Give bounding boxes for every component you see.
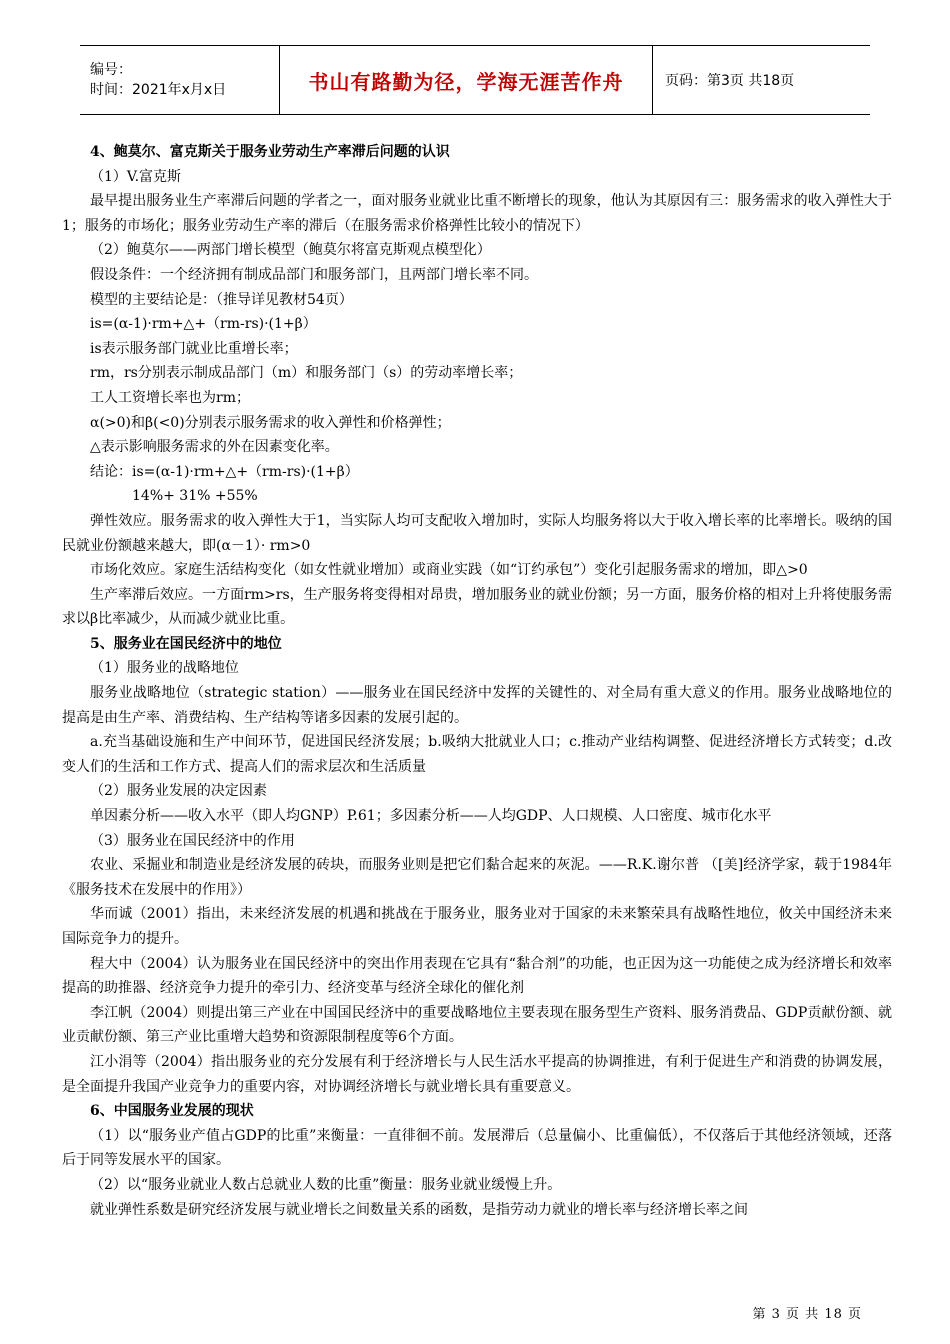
paragraph: （2）鲍莫尔——两部门增长模型（鲍莫尔将富克斯观点模型化） — [90, 242, 491, 259]
header-motto: 书山有路勤为径，学海无涯苦作舟 — [280, 46, 653, 114]
section-heading: 4、鲍莫尔、富克斯关于服务业劳动生产率滞后问题的认识 — [90, 144, 450, 160]
paragraph: is=(α-1)·rm+△+（rm-rs)·(1+β） — [90, 316, 317, 333]
paragraph: （2）以“服务业就业人数占总就业人数的比重”衡量：服务业就业缓慢上升。 — [90, 1176, 562, 1193]
paragraph: 李江帆（2004）则提出第三产业在中国国民经济中的重要战略地位主要表现在服务型生产资料、服务消费品、GDP贡献份额、就业贡献份额、第三产业比重增大趋势和资源限制程度等6个方面。 — [62, 1004, 892, 1046]
paragraph: 生产率滞后效应。一方面rm>rs，生产服务将变得相对昂贵，增加服务业的就业份额；另一方面，服务价格的相对上升将使服务需求以β比率减少，从而减少就业比重。 — [62, 586, 892, 628]
paragraph: 江小涓等（2004）指出服务业的充分发展有利于经济增长与人民生活水平提高的协调推进，有利于促进生产和消费的协调发展，是全面提升我国产业竞争力的重要内容，对协调经济增长与就业增长具有重要意义。 — [62, 1053, 892, 1095]
paragraph: 就业弹性系数是研究经济发展与就业增长之间数量关系的函数，是指劳动力就业的增长率与经济增长率之间 — [90, 1201, 748, 1218]
document-time-label: 时间：2021年x月x日 — [90, 82, 227, 98]
paragraph: 工人工资增长率也为rm； — [90, 389, 250, 406]
paragraph: 模型的主要结论是：（推导详见教材54页） — [90, 291, 353, 308]
document-body — [62, 140, 892, 1222]
paragraph: a.充当基础设施和生产中间环节，促进国民经济发展；b.吸纳大批就业人口；c.推动产业结构调整、促进经济增长方式转变；d.改变人们的生活和工作方式、提高人们的需求层次和生活质量 — [62, 734, 892, 775]
paragraph: （1）V.富克斯 — [90, 168, 182, 185]
paragraph: 程大中（2004）认为服务业在国民经济中的突出作用表现在它具有“黏合剂”的功能，也正因为这一功能使之成为经济增长和效率提高的助推器、经济竞争力提升的牵引力、经济变革与经济全球化的催化剂 — [62, 955, 892, 997]
header-page-info: 页码：第3页 共18页 — [665, 73, 795, 89]
header-meta — [80, 46, 280, 114]
section-heading: 5、服务业在国民经济中的地位 — [90, 635, 282, 652]
paragraph: rm，rs分别表示制成品部门（m）和服务部门（s）的劳动率增长率； — [90, 365, 523, 382]
paragraph: 结论：is=(α-1)·rm+△+（rm-rs)·(1+β） — [90, 463, 359, 480]
page-header — [80, 45, 870, 115]
paragraph: 农业、采掘业和制造业是经济发展的砖块，而服务业则是把它们黏合起来的灰泥。——R.K.谢尔普 （[美]经济学家，载于1984年《服务技术在发展中的作用》） — [62, 857, 892, 898]
paragraph: 单因素分析——收入水平（即人均GNP）P.61；多因素分析——人均GDP、人口规模、人口密度、城市化水平 — [90, 808, 772, 825]
paragraph: 假设条件：一个经济拥有制成品部门和服务部门，且两部门增长率不同。 — [90, 266, 538, 283]
paragraph: 14%+ 31% +55% — [132, 488, 258, 505]
paragraph: α(>0)和β(<0)分别表示服务需求的收入弹性和价格弹性； — [90, 414, 451, 431]
paragraph: 华而诚（2001）指出，未来经济发展的机遇和挑战在于服务业，服务业对于国家的未来繁荣具有战略性地位，攸关中国经济未来国际竞争力的提升。 — [62, 906, 892, 947]
paragraph: 最早提出服务业生产率滞后问题的学者之一，面对服务业就业比重不断增长的现象，他认为其原因有三：服务需求的收入弹性大于1；服务的市场化；服务业劳动生产率的滞后（在服务需求价格弹性比较小的情况下） — [62, 193, 892, 234]
section-heading: 6、中国服务业发展的现状 — [90, 1103, 254, 1120]
paragraph: 弹性效应。服务需求的收入弹性大于1，当实际人均可支配收入增加时，实际人均服务将以大于收入增长率的比率增长。吸纳的国民就业份额越来越大，即(α－1）· rm>0 — [62, 512, 892, 554]
paragraph: 服务业战略地位（strategic station）——服务业在国民经济中发挥的关键性的、对全局有重大意义的作用。服务业战略地位的提高是由生产率、消费结构、生产结构等诸多因素的发展引起的。 — [62, 685, 892, 726]
document-number-label: 编号： — [90, 62, 132, 78]
paragraph: 市场化效应。家庭生活结构变化（如女性就业增加）或商业实践（如“订约承包”）变化引起服务需求的增加，即△>0 — [90, 562, 808, 579]
paragraph: △表示影响服务需求的外在因素变化率。 — [90, 439, 339, 456]
paragraph: is表示服务部门就业比重增长率； — [90, 340, 298, 357]
paragraph: （3）服务业在国民经济中的作用 — [90, 832, 295, 849]
paragraph: （1）以“服务业产值占GDP的比重”来衡量：一直徘徊不前。发展滞后（总量偏小、比重偏低），不仅落后于其他经济领域，还落后于同等发展水平的国家。 — [62, 1127, 892, 1169]
paragraph: （1）服务业的战略地位 — [90, 660, 239, 677]
paragraph: （2）服务业发展的决定因素 — [90, 783, 267, 800]
page-footer: 第 3 页 共 18 页 — [752, 1307, 862, 1322]
